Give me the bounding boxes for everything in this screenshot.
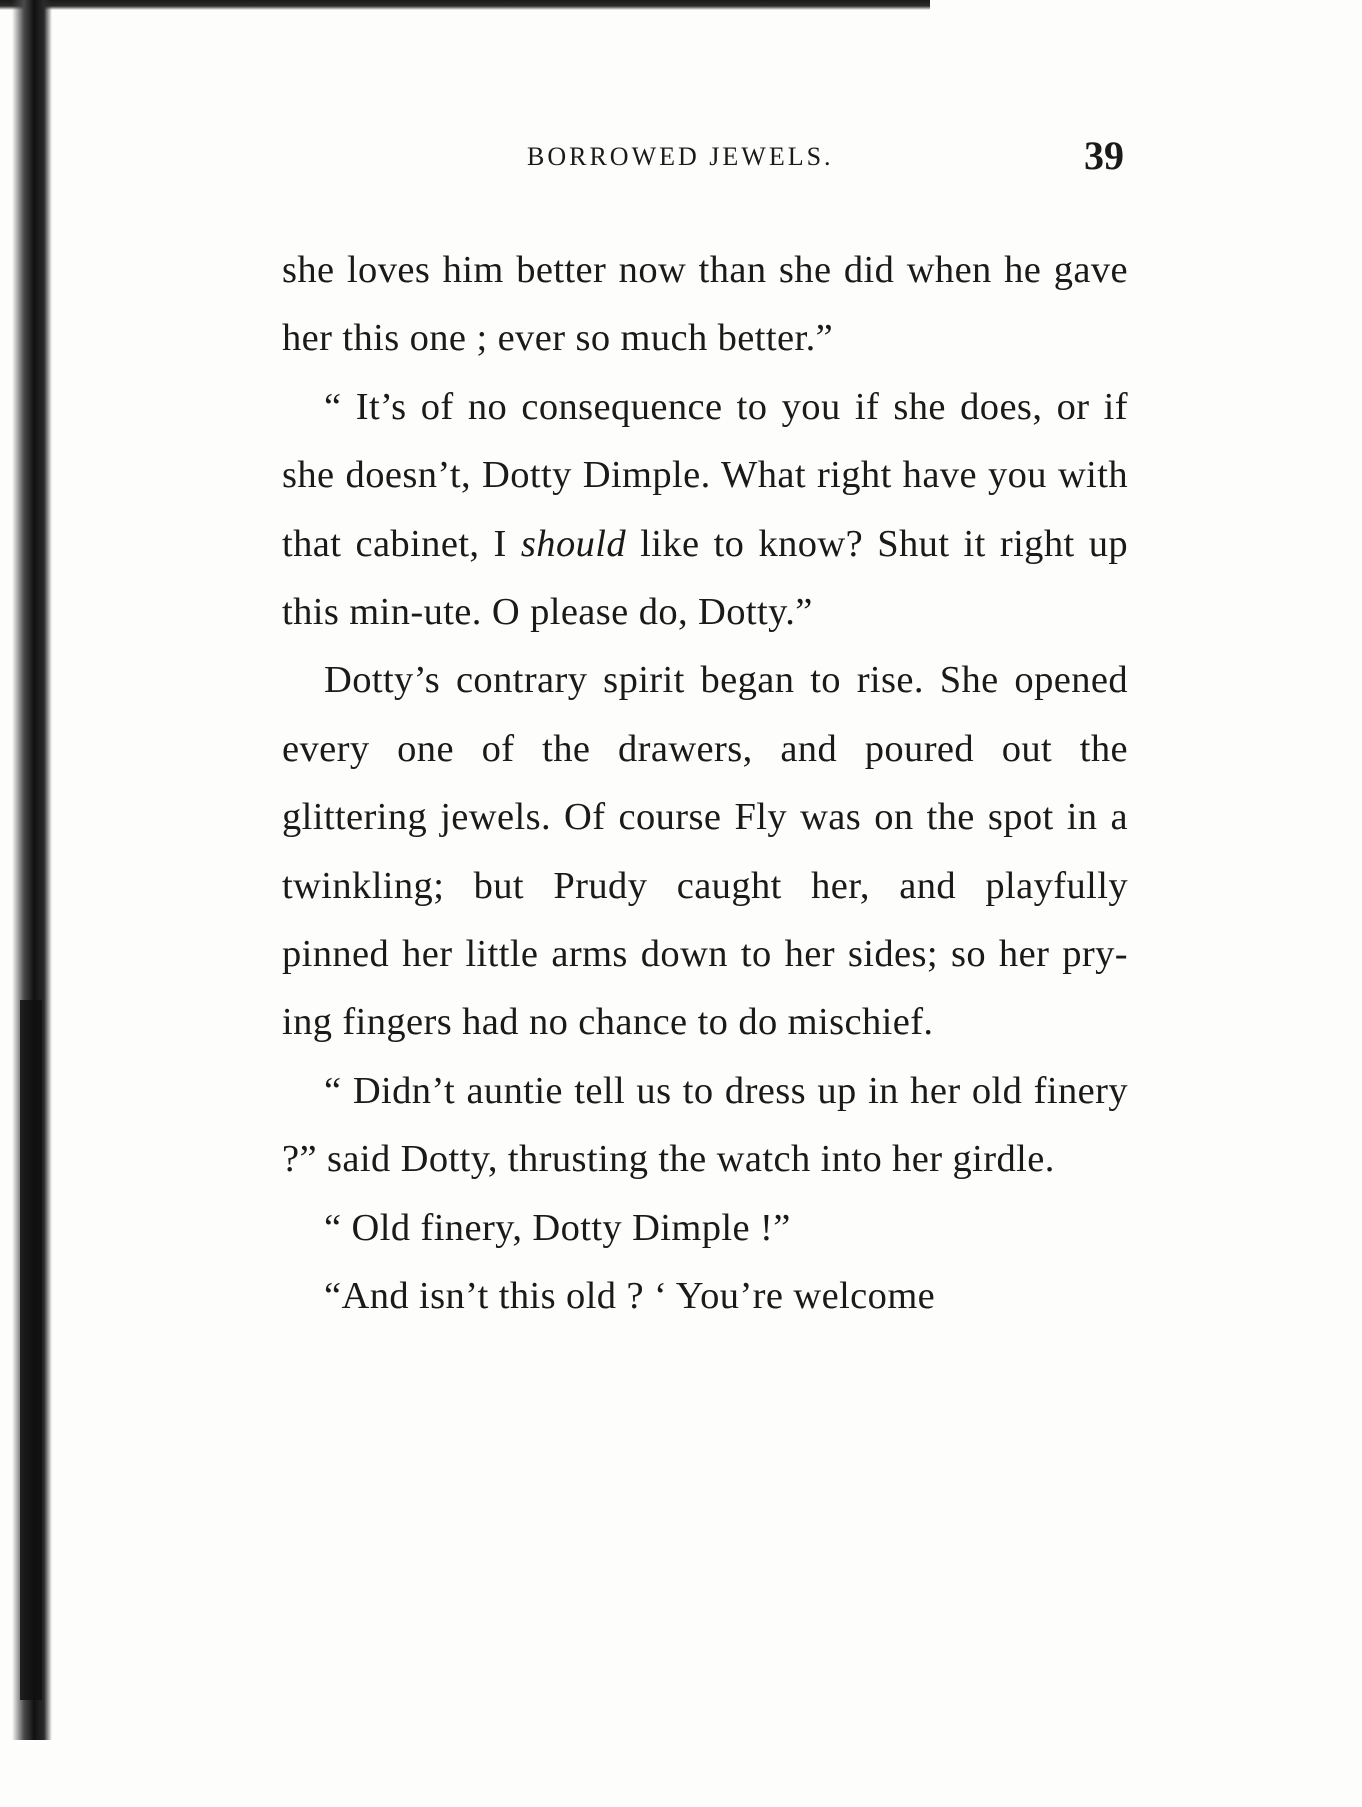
body-text bbox=[282, 236, 1128, 1331]
paragraph-5: “ Old finery, Dotty Dimple !” bbox=[324, 1206, 791, 1249]
running-title: BORROWED JEWELS. bbox=[527, 142, 834, 171]
page-top-edge-shadow bbox=[0, 0, 930, 10]
paragraph-3: Dotty’s contrary spirit began to rise. She opened every one of the drawers, and poured out the glittering jewels. Of course Fly was on the spot in a twinkling; but Prudy caught her, and playfully pinned her little arms down to her sides; so her pry-ing fingers had no chance to do mischief. bbox=[282, 659, 1128, 1044]
paragraph-4: “ Didn’t auntie tell us to dress up in her old finery ?” said Dotty, thrusting the watch into her girdle. bbox=[282, 1069, 1128, 1181]
book-spine-shadow bbox=[20, 1000, 42, 1700]
page-number: 39 bbox=[1084, 133, 1124, 178]
paragraph-6: “And isn’t this old ? ‘ You’re welcome bbox=[324, 1275, 936, 1318]
paragraph-2-part-2: like to know? Shut it right up this min-ute. O please do, Dotty.” bbox=[282, 522, 1128, 634]
paragraph-2-part-1: “ It’s of no consequence to you if she does, or if she doesn’t, Dotty Dimple. What right have you with that cabinet, I bbox=[282, 385, 1128, 565]
paragraph-1: she loves him better now than she did when he gave her this one ; ever so much better.” bbox=[282, 249, 1128, 360]
running-head bbox=[282, 133, 1124, 182]
paragraph-2-emphasis: should bbox=[520, 522, 626, 565]
paragraph-2 bbox=[282, 373, 1128, 647]
